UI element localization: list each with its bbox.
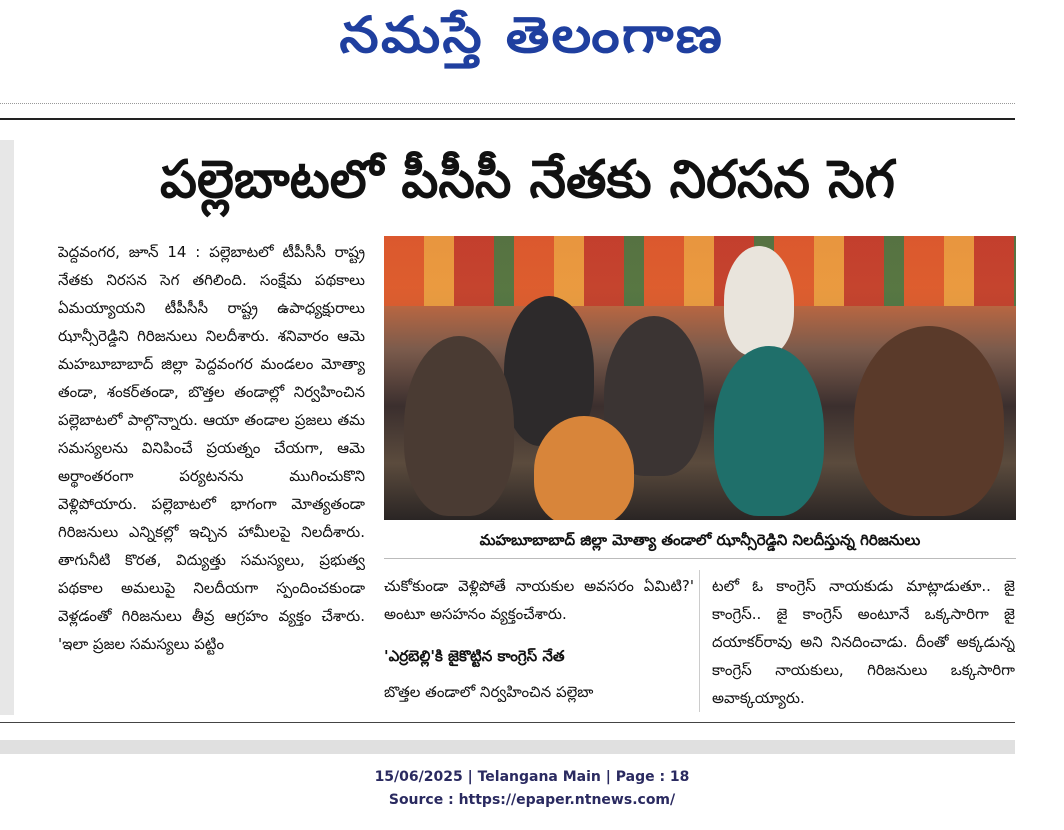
photo-figure xyxy=(714,346,824,516)
bottom-rule xyxy=(0,722,1015,723)
masthead-dotted-rule xyxy=(0,103,1015,104)
footer-date-line: 15/06/2025 | Telangana Main | Page : 18 xyxy=(374,769,690,785)
article-headline: పల్లెబాటలో పీసీసీ నేతకు నిరసన సెగ xyxy=(160,150,895,210)
page-footer xyxy=(0,766,1064,812)
page-gutter xyxy=(0,140,14,715)
next-article-strip xyxy=(0,740,1015,754)
photo-figure xyxy=(854,326,1004,516)
photo-figure xyxy=(724,246,794,356)
photo-backdrop xyxy=(384,236,1016,306)
masthead xyxy=(0,0,1064,90)
footer-source-line: Source : https://epaper.ntnews.com/ xyxy=(388,792,676,808)
article-photo xyxy=(384,236,1016,520)
newspaper-logo: నమస్తే తెలంగాణ xyxy=(339,6,725,64)
article-column-middle xyxy=(384,572,694,712)
column-divider xyxy=(699,570,700,712)
article-body-middle: చుకోకుండా వెళ్లిపోతే నాయకుల అవసరం ఏమిటి?' అంటూ అసహనం వ్యక్తంచేశారు. xyxy=(384,577,694,623)
article-column-left xyxy=(58,238,365,713)
article-column-right xyxy=(712,572,1015,712)
article-body-right: టలో ఓ కాంగ్రెస్ నాయకుడు మాట్లాడుతూ.. జై కాంగ్రెస్.. జై కాంగ్రెస్ అంటూనే ఒక్కసారిగా జై దయాకర్‌రావు అని నినదించాడు. దీంతో అక్కడున్న కాంగ్రెస్ నాయకులు, గిరిజనులు ఒక్కసారిగా అవాక్కయ్యారు. xyxy=(712,577,1015,707)
photo-figure xyxy=(404,336,514,516)
photo-figure xyxy=(534,416,634,520)
masthead-rule xyxy=(0,118,1015,120)
article-body-left: పెద్దవంగర, జూన్ 14 : పల్లెబాటలో టీపీసీసీ రాష్ట్ర నేతకు నిరసన సెగ తగిలింది. సంక్షేమ పథకాలు ఏమయ్యాయని టీపీసీసీ రాష్ట్ర ఉపాధ్యక్షురాలు ఝాన్సీరెడ్డిని గిరిజనులు నిలదీశారు. శనివారం ఆమె మహబూబాబాద్ జిల్లా పెద్దవంగర మండలం మోత్యా తండా, శంకర్‌తండా, బొత్తల తండాల్లో నిర్వహించిన పల్లెబాటలో పాల్గొన్నారు. ఆయా తండాల ప్రజలు తమ సమస్యలను వినిపించే ప్రయత్నం చేయగా, ఆమె అర్థాంతరంగా పర్యటనను ముగించుకొని వెళ్లిపోయారు. పల్లెబాటలో భాగంగా మోత్యతండా గిరిజనులు ఎన్నికల్లో ఇచ్చిన హామీలపై నిలదీశారు. తాగునీటి కొరత, విద్యుత్తు సమస్యలు, ప్రభుత్వ పథకాల అమలుపై నిలదీయగా స్పందించకుండా వెళ్లడంతో గిరిజనులు తీవ్ర ఆగ్రహం వ్యక్తం చేశారు. 'ఇలా ప్రజల సమస్యలు పట్టిం xyxy=(58,243,365,653)
article-body-middle-2: బొత్తల తండాలో నిర్వహించిన పల్లెబా xyxy=(384,683,594,701)
photo-caption: మహబూబాబాద్ జిల్లా మోత్యా తండాలో ఝాన్సీరెడ్డిని నిలదీస్తున్న గిరిజనులు xyxy=(384,522,1016,559)
article-subheading: 'ఎర్రబెల్లి'కి జైకొట్టిన కాంగ్రెస్ నేత xyxy=(384,647,565,665)
